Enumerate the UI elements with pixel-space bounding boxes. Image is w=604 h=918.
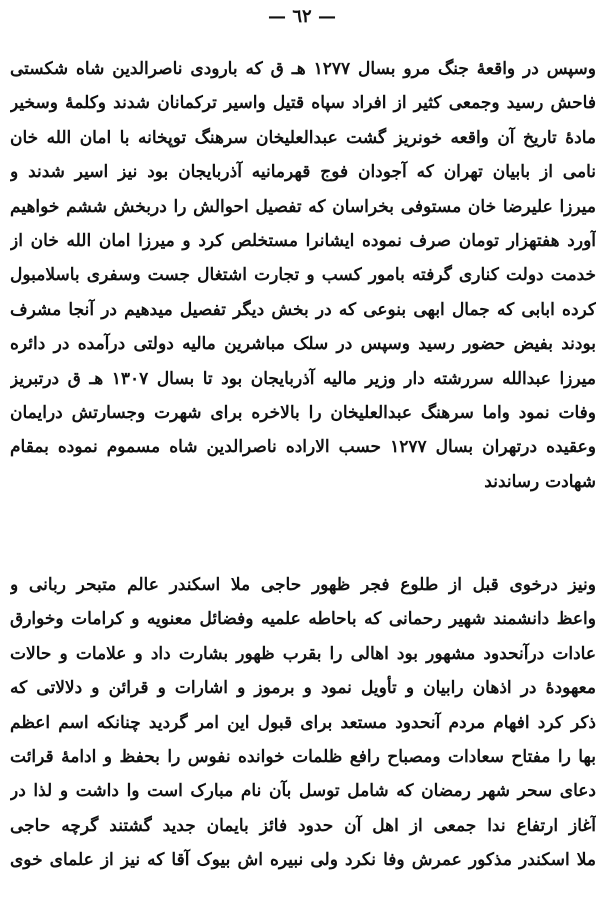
text-line: ونیز درخوی قبل از طلوع فجر ظهور حاجی ملا اسکندر عالم متبحر ربانی و — [10, 575, 596, 595]
text-line: خدمت دولت کناری گرفته بامور کسب و تجارت اشتغال جست وسفری باسلامبول — [10, 265, 596, 286]
text-line: بودند بفیض حضور رسید وسپس در سلک مباشرین مالیه دولتی درآمده در دائره — [10, 334, 596, 355]
text-line: آغاز ارتفاع ندا جمعی از اهل آن حدود فائز بایمان جدید گشتند گرچه حاجی — [10, 815, 596, 836]
text-line: عادات درآنحدود مشهور بود اهالی را بقرب ظهور بشارت داد و علامات و حالات — [10, 643, 596, 664]
text-line: فاحش رسید وجمعی کثیر از افراد سپاه قتیل واسیر ترکمانان شدند وکلمهٔ وسخیر — [10, 93, 596, 114]
text-line: وعقیده درتهران بسال ۱۲۷۷ حسب الاراده ناصرالدین شاه مسموم نموده بمقام — [10, 437, 596, 458]
text-line: مادهٔ تاریخ آن واقعه خونریز گشت عبدالعلیخان سرهنگ توپخانه با امان الله خان — [10, 127, 596, 148]
paragraph-1 — [10, 52, 596, 499]
text-line: دعای سحر شهر رمضان که شامل توسل بآن نام مبارک است وا داشت و لذا در — [10, 781, 596, 802]
text-line: وسپس در واقعهٔ جنگ مرو بسال ۱۲۷۷ هـ ق که بارودی ناصرالدین شاه شکستی — [10, 59, 596, 79]
text-line: بها را مفتاح سعادات ومصباح رافع ظلمات خوانده نفوس را بحفظ و ادامهٔ قرائت — [10, 746, 596, 767]
text-line: میرزا علیرضا خان مستوفی بخراسان که تفصیل احوالش را دربخش ششم خواهیم — [10, 196, 596, 217]
text-line: نامی از بابیان تهران که آجودان فوج قهرمانیه آذربایجان بود نیز اسیر شدند و — [10, 162, 596, 183]
text-line: واعظ دانشمند شهیر رحمانی که باحاطه علمیه وفضائل معنویه و کرامات وخوارق — [10, 609, 596, 630]
paragraph-2 — [10, 568, 596, 878]
text-line: ملا اسکندر مذکور عمرش وفا نکرد ولی نبیره اش بیوک آقا که نیز از علمای خوی — [10, 850, 596, 871]
text-line-last: شهادت رساندند — [484, 471, 596, 492]
text-line: میرزا عبدالله سررشته دار وزیر مالیه آذربایجان بود تا بسال ۱۳۰۷ هـ ق درتبریز — [10, 368, 596, 389]
text-line: معهودهٔ در اذهان رابیان و تأویل نمود و برموز و اشارات و قرائن و دلالاتی که — [10, 678, 596, 699]
text-line: ذکر کرد افهام مردم آنحدود مستعد برای قبول این امر گردید چنانکه اسم اعظم — [10, 712, 596, 733]
text-line: آورد هفتهزار تومان صرف نموده ایشانرا مستخلص کرد و میرزا امان الله خان از — [10, 230, 596, 251]
text-line: کرده ابابی که جمال ابهی بنوعی که در بخش دیگر تفصیل میدهیم در آنجا مشرف — [10, 299, 596, 320]
page-number: — ٦٢ — — [268, 6, 336, 27]
text-line: وفات نمود واما سرهنگ عبدالعلیخان را بالاخره برای شهرت وجسارتش درایمان — [10, 402, 596, 423]
